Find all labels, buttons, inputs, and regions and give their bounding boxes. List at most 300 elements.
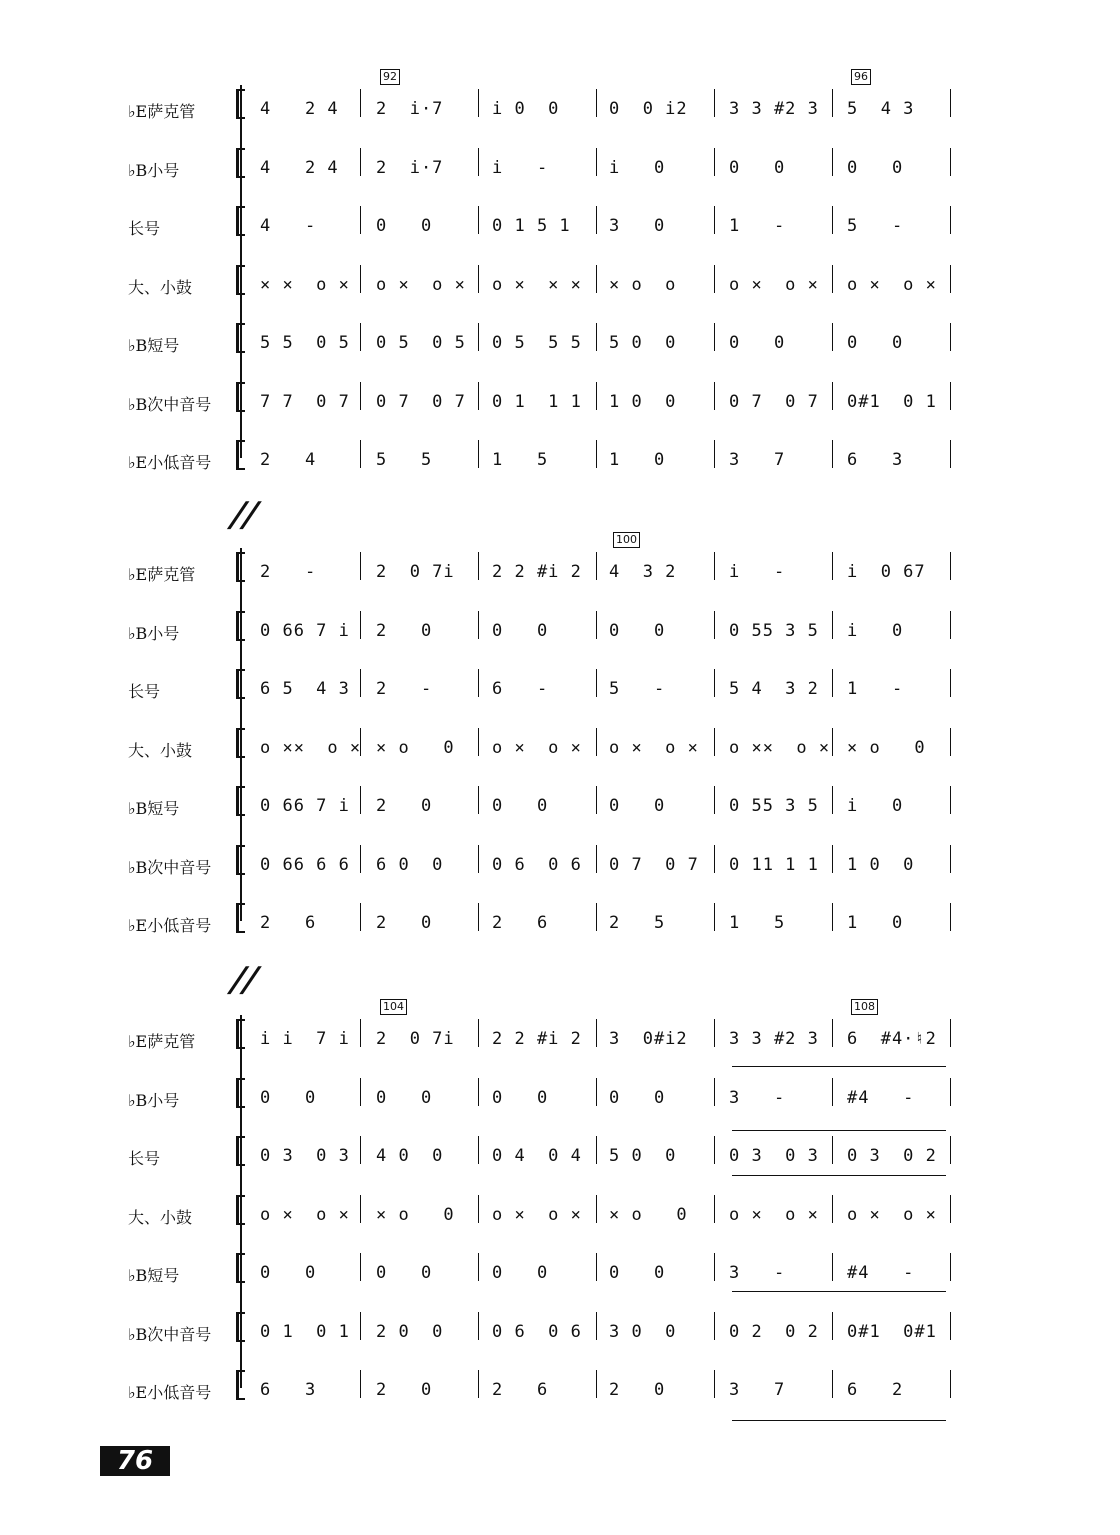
rehearsal-mark: 100	[613, 532, 640, 548]
measure-notes: 3 0	[609, 216, 666, 236]
measure-notes: 0 1 0 1	[260, 1321, 350, 1342]
measure-notes: 0 6 0 6	[492, 1321, 582, 1342]
barline	[950, 1370, 951, 1398]
barline	[714, 323, 715, 351]
barline	[832, 1195, 833, 1223]
staff-bracket	[236, 89, 248, 119]
barline	[714, 206, 715, 234]
measure-notes: 3 3 #2 3	[729, 99, 819, 119]
measure-notes: 0 2 0 2	[729, 1321, 819, 1342]
measure-notes: o × o ×	[729, 1204, 819, 1225]
measure-notes: 6 5 4 3	[260, 679, 350, 699]
measure-notes: 6 0 0	[376, 854, 444, 875]
measure-notes: i 0 67	[847, 562, 926, 582]
measure-notes: 5 0 0	[609, 333, 677, 353]
measure-notes: 5 5	[376, 450, 433, 470]
barline	[478, 1253, 479, 1281]
measure-notes: 0 0	[376, 1263, 433, 1283]
barline	[596, 552, 597, 580]
measure-notes: 2 0	[376, 620, 433, 641]
measure-notes: o × o ×	[847, 274, 937, 295]
measure-notes: 1 5	[729, 913, 786, 933]
extension-line	[732, 1175, 946, 1176]
barline	[360, 382, 361, 410]
barline	[714, 1078, 715, 1106]
barline	[714, 148, 715, 176]
extension-line	[732, 1130, 946, 1131]
measure-notes: × × o ×	[260, 274, 350, 295]
barline	[714, 382, 715, 410]
rehearsal-mark: 96	[851, 69, 871, 85]
barline	[832, 786, 833, 814]
measure-notes: 0 0	[260, 1087, 317, 1108]
barline	[478, 265, 479, 293]
barline	[950, 265, 951, 293]
measure-notes: 2 2 #i 2	[492, 562, 582, 582]
measure-notes: i 0 0	[492, 99, 560, 119]
measure-notes: 2 5	[609, 913, 666, 933]
instrument-label: ♭E小低音号	[128, 916, 212, 935]
instrument-label: ♭B短号	[128, 799, 180, 818]
measure-notes: o × o ×	[260, 1204, 350, 1225]
barline	[832, 89, 833, 117]
barline	[360, 265, 361, 293]
measure-notes: 0 0	[847, 333, 904, 353]
measure-notes: 0#1 0 1	[847, 391, 937, 412]
measure-notes: 0 0 i2	[609, 99, 688, 119]
barline	[950, 845, 951, 873]
barline	[596, 323, 597, 351]
barline	[360, 148, 361, 176]
barline	[596, 845, 597, 873]
barline	[360, 1078, 361, 1106]
instrument-label: ♭B次中音号	[128, 857, 212, 877]
measure-notes: 1 0	[609, 450, 666, 470]
barline	[832, 903, 833, 931]
instrument-label: ♭E萨克管	[128, 102, 196, 121]
barline	[832, 728, 833, 756]
barline	[360, 1195, 361, 1223]
instrument-label: ♭E萨克管	[128, 1032, 196, 1051]
barline	[478, 611, 479, 639]
measure-notes: i -	[729, 562, 786, 582]
measure-notes: 0 0	[609, 796, 666, 816]
barline	[832, 845, 833, 873]
barline	[596, 1078, 597, 1106]
barline	[832, 669, 833, 697]
measure-notes: 7 7 0 7	[260, 391, 350, 412]
barline	[596, 903, 597, 931]
barline	[950, 611, 951, 639]
measure-notes: 0 0	[609, 1263, 666, 1283]
measure-notes: o × o ×	[492, 1204, 582, 1225]
measure-notes: 0 3 0 3	[260, 1146, 350, 1166]
barline	[832, 552, 833, 580]
measure-notes: 5 0 0	[609, 1146, 677, 1166]
measure-notes: i 0	[609, 157, 666, 178]
instrument-label: ♭B小号	[128, 623, 180, 643]
instrument-label: ♭E萨克管	[128, 565, 196, 584]
barline	[714, 728, 715, 756]
measure-notes: 2 i·7	[376, 99, 444, 119]
barline	[596, 1195, 597, 1223]
measure-notes: 0 5 5 5	[492, 333, 582, 353]
barline	[832, 1019, 833, 1047]
barline	[832, 323, 833, 351]
measure-notes: 0 0	[492, 620, 549, 641]
measure-notes: 0 66 7 i	[260, 620, 350, 641]
barline	[596, 1253, 597, 1281]
staff-bracket	[236, 903, 248, 933]
instrument-label: ♭E小低音号	[128, 453, 212, 472]
instrument-label: 大、小鼓	[128, 1207, 193, 1227]
barline	[478, 89, 479, 117]
measure-notes: 3 0 0	[609, 1321, 677, 1342]
staff-bracket	[236, 206, 248, 236]
barline	[950, 1312, 951, 1340]
measure-notes: 1 0 0	[847, 854, 915, 875]
barline	[478, 552, 479, 580]
barline	[714, 1253, 715, 1281]
barline	[360, 669, 361, 697]
barline	[360, 1019, 361, 1047]
staff-bracket	[236, 148, 248, 178]
barline	[478, 786, 479, 814]
barline	[714, 1019, 715, 1047]
measure-notes: 6 3	[260, 1380, 317, 1400]
staff-bracket	[236, 1078, 248, 1108]
staff-bracket	[236, 552, 248, 582]
barline	[360, 1253, 361, 1281]
barline	[478, 903, 479, 931]
measure-notes: 5 5 0 5	[260, 333, 350, 353]
staff-bracket	[236, 728, 248, 758]
barline	[832, 382, 833, 410]
barline	[596, 89, 597, 117]
barline	[478, 1312, 479, 1340]
measure-notes: 0 0	[492, 1087, 549, 1108]
measure-notes: 4 -	[260, 216, 317, 236]
instrument-label: ♭B短号	[128, 1266, 180, 1285]
barline	[478, 148, 479, 176]
barline	[596, 265, 597, 293]
staff-bracket	[236, 1019, 248, 1049]
measure-notes: 1 5	[492, 450, 549, 470]
measure-notes: 2 0	[609, 1380, 666, 1400]
barline	[360, 552, 361, 580]
barline	[714, 1370, 715, 1398]
measure-notes: 5 -	[609, 679, 666, 699]
measure-notes: o × × ×	[492, 274, 582, 295]
measure-notes: 3 7	[729, 450, 786, 470]
barline	[950, 148, 951, 176]
measure-notes: 4 2 4	[260, 99, 339, 119]
barline	[714, 669, 715, 697]
measure-notes: 5 4 3	[847, 99, 915, 119]
measure-notes: 0 0	[260, 1263, 317, 1283]
instrument-label: ♭B次中音号	[128, 1324, 212, 1344]
measure-notes: 5 -	[847, 216, 904, 236]
measure-notes: 0 55 3 5	[729, 620, 819, 641]
measure-notes: 6 2	[847, 1380, 904, 1400]
barline	[596, 1136, 597, 1164]
extension-line	[732, 1291, 946, 1292]
barline	[950, 1195, 951, 1223]
barline	[832, 1253, 833, 1281]
measure-notes: o × o ×	[376, 274, 466, 295]
barline	[950, 1019, 951, 1047]
barline	[478, 1136, 479, 1164]
barline	[950, 786, 951, 814]
barline	[360, 206, 361, 234]
barline	[950, 669, 951, 697]
barline	[950, 206, 951, 234]
barline	[950, 440, 951, 468]
staff-bracket	[236, 1370, 248, 1400]
staff-bracket	[236, 669, 248, 699]
barline	[714, 903, 715, 931]
measure-notes: 5 4 3 2	[729, 679, 819, 699]
staff-bracket	[236, 382, 248, 412]
measure-notes: 2 6	[492, 1380, 549, 1400]
barline	[950, 728, 951, 756]
barline	[478, 845, 479, 873]
measure-notes: i 0	[847, 620, 904, 641]
measure-notes: 3 -	[729, 1263, 786, 1283]
barline	[714, 845, 715, 873]
barline	[478, 323, 479, 351]
measure-notes: 2 0 7i	[376, 562, 455, 582]
barline	[950, 1078, 951, 1106]
barline	[478, 669, 479, 697]
measure-notes: 2 0	[376, 1380, 433, 1400]
barline	[360, 1136, 361, 1164]
measure-notes: 0 6 0 6	[492, 854, 582, 875]
staff-bracket	[236, 786, 248, 816]
barline	[714, 552, 715, 580]
barline	[950, 1253, 951, 1281]
instrument-label: ♭E小低音号	[128, 1383, 212, 1402]
barline	[832, 206, 833, 234]
measure-notes: 1 0 0	[609, 391, 677, 412]
barline	[360, 1312, 361, 1340]
staff-bracket	[236, 1195, 248, 1225]
measure-notes: × o o	[609, 274, 677, 295]
measure-notes: 0 0	[609, 620, 666, 641]
barline	[714, 1312, 715, 1340]
measure-notes: #4 -	[847, 1263, 915, 1283]
measure-notes: 0 0	[492, 796, 549, 816]
measure-notes: o × o ×	[609, 737, 699, 758]
measure-notes: 0 4 0 4	[492, 1146, 582, 1166]
measure-notes: 2 i·7	[376, 157, 444, 178]
instrument-label: 长号	[128, 682, 161, 701]
measure-notes: 4 0 0	[376, 1146, 444, 1166]
barline	[478, 1195, 479, 1223]
measure-notes: 0 3 0 2	[847, 1146, 937, 1166]
measure-notes: 0 55 3 5	[729, 796, 819, 816]
barline	[478, 206, 479, 234]
barline	[832, 1370, 833, 1398]
barline	[360, 786, 361, 814]
rehearsal-mark: 104	[380, 999, 407, 1015]
barline	[596, 382, 597, 410]
barline	[714, 611, 715, 639]
barline	[714, 440, 715, 468]
measure-notes: 3 0#i2	[609, 1029, 688, 1049]
measure-notes: 1 0	[847, 913, 904, 933]
measure-notes: × o 0	[847, 737, 926, 758]
barline	[950, 89, 951, 117]
measure-notes: 0 0	[729, 333, 786, 353]
measure-notes: 3 -	[729, 1087, 786, 1108]
measure-notes: 4 2 4	[260, 157, 339, 178]
measure-notes: 2 2 #i 2	[492, 1029, 582, 1049]
extension-line	[732, 1420, 946, 1421]
staff-bracket	[236, 1253, 248, 1283]
staff-bracket	[236, 845, 248, 875]
barline	[832, 1312, 833, 1340]
barline	[478, 1370, 479, 1398]
measure-notes: 3 7	[729, 1380, 786, 1400]
barline	[596, 1019, 597, 1047]
page-number: 76	[100, 1446, 170, 1476]
measure-notes: o ×× o ×	[729, 737, 831, 758]
barline	[478, 1019, 479, 1047]
barline	[832, 611, 833, 639]
measure-notes: 2 0	[376, 796, 433, 816]
barline	[832, 1078, 833, 1106]
measure-notes: × o 0	[376, 737, 455, 758]
barline	[596, 1370, 597, 1398]
measure-notes: #4 -	[847, 1087, 915, 1108]
barline	[714, 265, 715, 293]
measure-notes: o ×× o ×	[260, 737, 362, 758]
measure-notes: 2 -	[260, 562, 317, 582]
measure-notes: 0 11 1 1	[729, 854, 819, 875]
measure-notes: o × o ×	[492, 737, 582, 758]
barline	[360, 845, 361, 873]
measure-notes: 0 7 0 7	[376, 391, 466, 412]
measure-notes: 0 1 1 1	[492, 391, 582, 412]
instrument-label: ♭B小号	[128, 160, 180, 180]
system-break-mark: //	[224, 960, 265, 1000]
measure-notes: 1 -	[729, 216, 786, 236]
measure-notes: 6 #4·♮2	[847, 1029, 937, 1049]
barline	[360, 611, 361, 639]
measure-notes: 6 -	[492, 679, 549, 699]
barline	[596, 1312, 597, 1340]
barline	[478, 440, 479, 468]
measure-notes: o × o ×	[847, 1204, 937, 1225]
measure-notes: 0#1 0#1	[847, 1321, 937, 1342]
barline	[950, 382, 951, 410]
barline	[596, 611, 597, 639]
extension-line	[732, 1066, 946, 1067]
measure-notes: 2 0 0	[376, 1321, 444, 1342]
measure-notes: i i 7 i	[260, 1029, 350, 1049]
barline	[360, 89, 361, 117]
measure-notes: 1 -	[847, 679, 904, 699]
measure-notes: 0 3 0 3	[729, 1146, 819, 1166]
barline	[596, 206, 597, 234]
instrument-label: 长号	[128, 1149, 161, 1168]
barline	[596, 728, 597, 756]
measure-notes: 0 0	[729, 157, 786, 178]
barline	[596, 669, 597, 697]
staff-bracket	[236, 440, 248, 470]
barline	[714, 1136, 715, 1164]
measure-notes: 4 3 2	[609, 562, 677, 582]
barline	[950, 903, 951, 931]
barline	[832, 265, 833, 293]
barline	[596, 440, 597, 468]
measure-notes: 2 0 7i	[376, 1029, 455, 1049]
instrument-label: 大、小鼓	[128, 277, 193, 297]
staff-bracket	[236, 1312, 248, 1342]
staff-bracket	[236, 611, 248, 641]
barline	[360, 323, 361, 351]
measure-notes: 0 0	[376, 216, 433, 236]
measure-notes: 6 3	[847, 450, 904, 470]
measure-notes: 0 1 5 1	[492, 216, 571, 236]
instrument-label: ♭B小号	[128, 1090, 180, 1110]
measure-notes: 0 66 6 6	[260, 854, 350, 875]
measure-notes: × o 0	[609, 1204, 688, 1225]
measure-notes: i -	[492, 157, 549, 178]
barline	[478, 728, 479, 756]
measure-notes: 0 0	[609, 1087, 666, 1108]
measure-notes: 0 7 0 7	[729, 391, 819, 412]
staff-bracket	[236, 323, 248, 353]
instrument-label: ♭B次中音号	[128, 394, 212, 414]
rehearsal-mark: 92	[380, 69, 400, 85]
instrument-label: ♭B短号	[128, 336, 180, 355]
barline	[360, 440, 361, 468]
measure-notes: 0 5 0 5	[376, 333, 466, 353]
barline	[714, 786, 715, 814]
barline	[950, 552, 951, 580]
barline	[832, 1136, 833, 1164]
measure-notes: 0 66 7 i	[260, 796, 350, 816]
barline	[478, 1078, 479, 1106]
measure-notes: 2 4	[260, 450, 317, 470]
staff-bracket	[236, 265, 248, 295]
barline	[478, 382, 479, 410]
barline	[950, 323, 951, 351]
measure-notes: 0 7 0 7	[609, 854, 699, 875]
barline	[832, 148, 833, 176]
barline	[360, 903, 361, 931]
barline	[596, 148, 597, 176]
measure-notes: i 0	[847, 796, 904, 816]
barline	[714, 89, 715, 117]
system-break-mark: //	[224, 495, 265, 535]
barline	[832, 440, 833, 468]
barline	[360, 1370, 361, 1398]
measure-notes: 3 3 #2 3	[729, 1029, 819, 1049]
measure-notes: 0 0	[376, 1087, 433, 1108]
instrument-label: 大、小鼓	[128, 740, 193, 760]
barline	[596, 786, 597, 814]
measure-notes: 2 6	[260, 913, 317, 933]
rehearsal-mark: 108	[851, 999, 878, 1015]
measure-notes: 0 0	[847, 157, 904, 178]
measure-notes: 2 6	[492, 913, 549, 933]
barline	[950, 1136, 951, 1164]
staff-bracket	[236, 1136, 248, 1166]
barline	[714, 1195, 715, 1223]
